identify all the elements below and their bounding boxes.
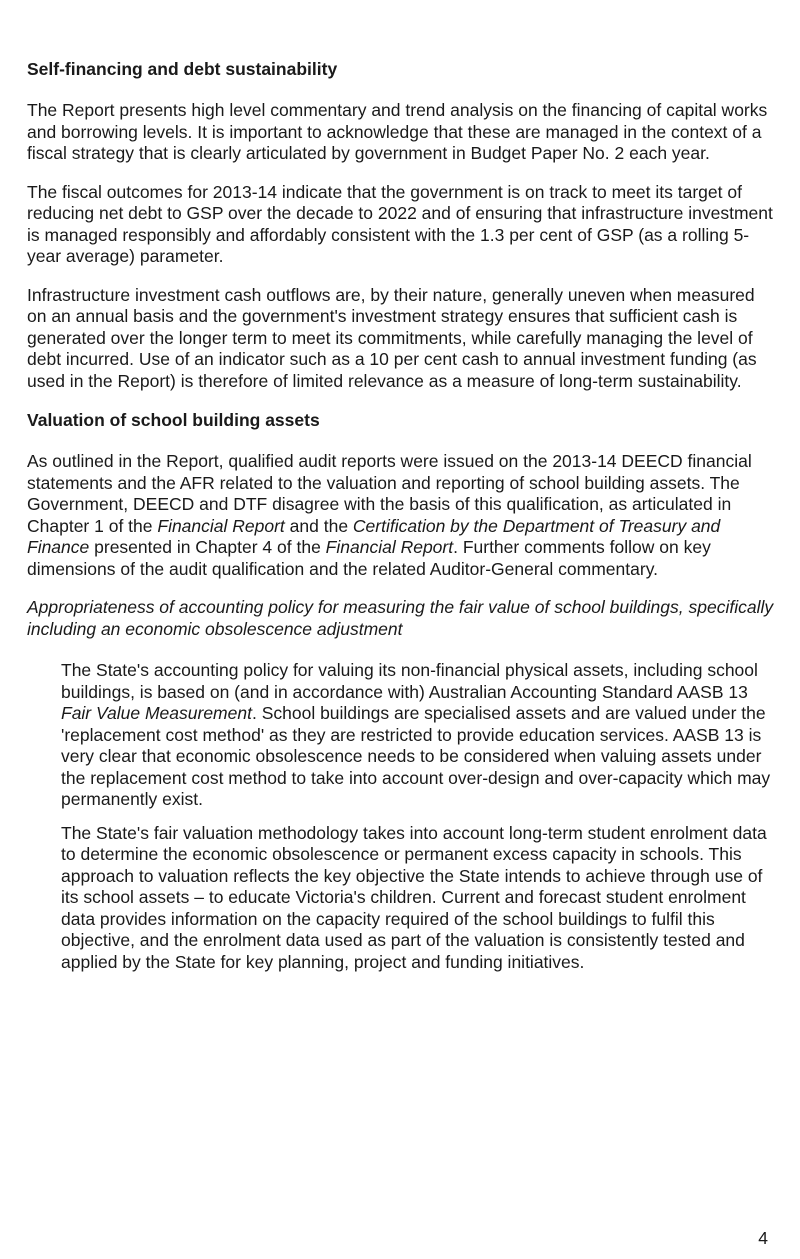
- italic-text-run: Fair Value Measurement: [61, 703, 252, 723]
- indented-paragraph: The State's fair valuation methodology takes into account long-term student enrolment data to determine the economic obsolescence or permanent excess capacity in schools. This approach to valuation reflects the key objective the State intends to achieve through use of its school assets – to educate Victoria's children. Current and forecast student enrolment data provides information on the capacity required of the school buildings to fulfil this objective, and the enrolment data used as part of the valuation is consistently tested and applied by the State for key planning, project and funding initiatives.: [61, 822, 767, 972]
- section-heading-valuation: Valuation of school building assets: [27, 410, 320, 430]
- text-run: . Further comments follow on key dimensions of the audit qualification and the related Auditor-General commentary.: [27, 537, 711, 579]
- paragraph: The Report presents high level commentary and trend analysis on the financing of capital works and borrowing levels. It is important to acknowledge that these are managed in the context of a fiscal strategy that is clearly articulated by government in Budget Paper No. 2 each year.: [27, 100, 768, 163]
- text-run: presented in Chapter 4 of the: [89, 537, 326, 557]
- section-heading-self-financing: Self-financing and debt sustainability: [27, 59, 338, 79]
- page-number: 4: [758, 1228, 768, 1248]
- indented-paragraph: [61, 660, 777, 811]
- document-page: [27, 58, 777, 985]
- italic-subheading: Appropriateness of accounting policy for measuring the fair value of school buildings, specifically including an economic obsolescence adjustment: [27, 597, 774, 639]
- text-run: and the: [284, 515, 353, 536]
- text-run: The State's accounting policy for valuing its non-financial physical assets, including school buildings, is based on (and in accordance with) Australian Accounting Standard AASB 13: [61, 660, 758, 702]
- paragraph: The fiscal outcomes for 2013-14 indicate that the government is on track to meet its target of reducing net debt to GSP over the decade to 2022 and of ensuring that infrastructure investment is managed responsibly and affordably consistent with the 1.3 per cent of GSP (as a rolling 5-year average) parameter.: [27, 181, 773, 266]
- italic-text-run: Financial Report: [157, 515, 285, 536]
- text-run: . School buildings are specialised assets and are valued under the 'replacement cost method' as they are restricted to provide education services. AASB 13 is very clear that economic obsolescence needs to be considered when valuing assets under the replacement cost method to take into account over-design and over-capacity which may permanently exist.: [61, 703, 771, 809]
- italic-text-run: Certification by the Department of Treasury and Finance: [27, 515, 721, 557]
- paragraph: Infrastructure investment cash outflows are, by their nature, generally uneven when measured on an annual basis and the government's investment strategy ensures that sufficient cash is generated over the longer term to meet its commitments, while carefully managing the level of debt incurred. Use of an indicator such as a 10 per cent cash to annual investment funding (as used in the Report) is therefore of limited relevance as a measure of long-term sustainability.: [27, 284, 757, 391]
- italic-text-run: Financial Report: [325, 537, 454, 557]
- paragraph: [27, 451, 777, 580]
- text-run: As outlined in the Report, qualified audit reports were issued on the 2013-14 DEECD financial statements and the AFR related to the valuation and reporting of school building assets. The Government, DEECD and DTF disagree with the basis of this qualification, as articulated in Chapter 1 of the: [27, 451, 752, 536]
